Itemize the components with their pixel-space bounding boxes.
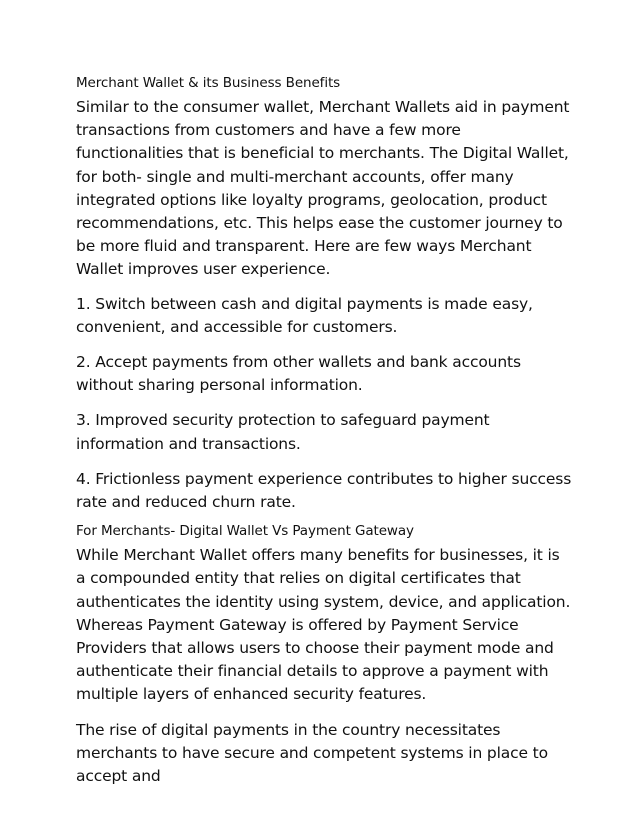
list-item-2: 2. Accept payments from other wallets and bank accounts without sharing personal information. (76, 353, 521, 395)
comparison-paragraph: While Merchant Wallet offers many benefits for businesses, it is a compounded entity that relies on digital certificates that authenticates the identity using system, device, and application. Whereas Payment Gateway is offered by Payment Service Providers that allows users to choose their payment mode and authenticate their financial details to approve a payment with multiple layers of enhanced security features. (76, 546, 571, 704)
document-page (76, 74, 572, 800)
list-item-4: 4. Frictionless payment experience contributes to higher success rate and reduced churn rate. (76, 469, 572, 512)
list-item-3: 3. Improved security protection to safeguard payment information and transactions. (76, 411, 490, 453)
section-heading-merchant-wallet: Merchant Wallet & its Business Benefits (76, 75, 341, 91)
intro-paragraph: Similar to the consumer wallet, Merchant Wallets aid in payment transactions from customers and have a few more functionalities that is beneficial to merchants. The Digital Wallet, for both- single and multi-merchant accounts, offer many integrated options like loyalty programs, geolocation, product recommendations, etc. This helps ease the customer journey to be more fluid and transparent. Here are few ways Merchant Wallet improves user experience. (76, 98, 570, 279)
list-item-1: 1. Switch between cash and digital payments is made easy, convenient, and accessible for customers. (76, 294, 533, 336)
section-heading-wallet-vs-gateway: For Merchants- Digital Wallet Vs Payment Gateway (76, 523, 414, 540)
closing-paragraph: The rise of digital payments in the country necessitates merchants to have secure and competent systems in place to accept and (76, 720, 548, 786)
